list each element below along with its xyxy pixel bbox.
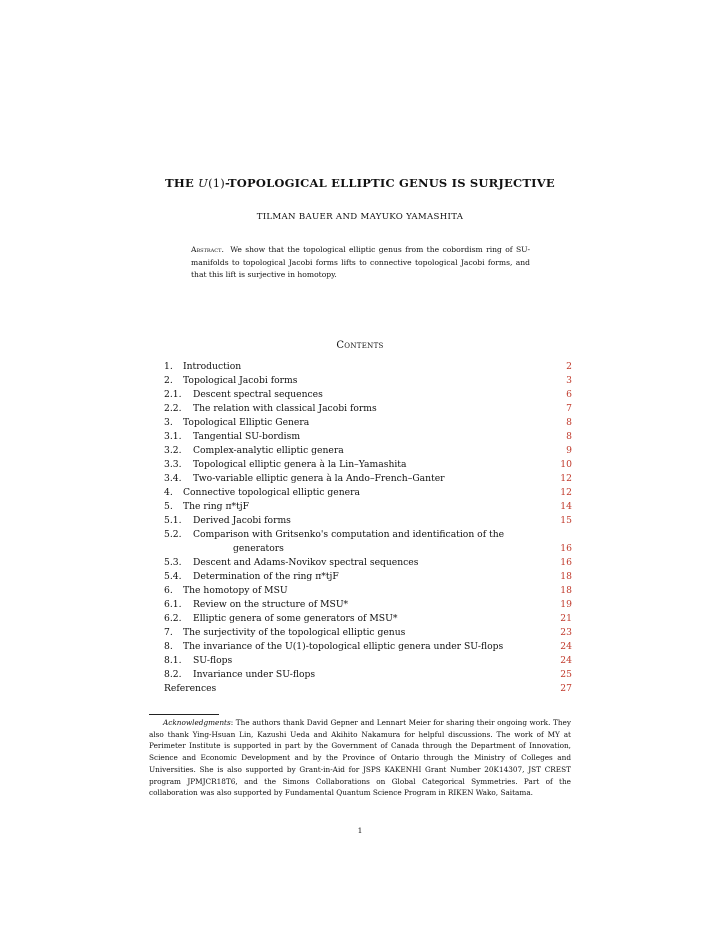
toc-number: 3.3. — [164, 459, 182, 470]
toc-label: The invariance of the U(1)-topological elliptic genera under SU-flops — [183, 641, 504, 652]
toc-label: Determination of the ring π*tjF — [193, 571, 339, 582]
toc-number: 5.2. — [164, 529, 182, 540]
toc-number: 8. — [164, 641, 173, 652]
toc-page-link[interactable]: 19 — [560, 599, 572, 610]
toc-page-link[interactable]: 18 — [560, 585, 572, 596]
toc-page-link[interactable]: 27 — [560, 683, 572, 694]
toc-number: 2.1. — [164, 389, 182, 400]
toc-number: 3.2. — [164, 445, 182, 456]
toc-number: 8.2. — [164, 669, 182, 680]
toc-entry[interactable] — [164, 500, 572, 514]
toc-page-link[interactable]: 8 — [566, 431, 572, 442]
abstract — [191, 244, 530, 282]
toc-entry[interactable] — [164, 556, 572, 570]
toc-page-link[interactable]: 8 — [566, 417, 572, 428]
toc-entry[interactable] — [164, 612, 572, 626]
toc-label: Elliptic genera of some generators of MSU* — [193, 613, 398, 624]
acknowledgments — [149, 717, 571, 799]
toc-number: 1. — [164, 361, 173, 372]
toc-number: 3.4. — [164, 473, 182, 484]
footnote-rule — [149, 714, 219, 715]
toc-page-link[interactable]: 12 — [560, 473, 572, 484]
toc-entry[interactable] — [164, 486, 572, 500]
toc-label: Review on the structure of MSU* — [193, 599, 349, 610]
toc-number: 5.3. — [164, 557, 182, 568]
abstract-text: We show that the topological elliptic genus from the cobordism ring of SU-manifolds to topological Jacobi forms lifts to connective topological Jacobi forms, and that this lift is surjective in homotopy. — [191, 245, 531, 279]
page-number: 1 — [357, 826, 363, 835]
toc-page-link[interactable]: 24 — [560, 641, 572, 652]
toc-label: The ring π*tjF — [183, 501, 249, 512]
toc-page-link[interactable]: 2 — [566, 361, 572, 372]
toc-number: 5.4. — [164, 571, 182, 582]
toc-label: Topological Jacobi forms — [183, 375, 298, 386]
toc-label: Invariance under SU-flops — [193, 669, 316, 680]
toc-entry[interactable] — [164, 416, 572, 430]
toc-number: 6.1. — [164, 599, 182, 610]
toc-page-link[interactable]: 7 — [566, 403, 572, 414]
toc-page-link[interactable]: 25 — [560, 669, 572, 680]
toc-entry[interactable] — [164, 388, 572, 402]
paper-title — [0, 176, 720, 190]
toc-entry[interactable] — [164, 598, 572, 612]
toc-number: 6.2. — [164, 613, 182, 624]
toc-page-link[interactable]: 10 — [560, 459, 572, 470]
toc-entry[interactable] — [164, 682, 572, 696]
toc-label: Descent spectral sequences — [193, 389, 323, 400]
toc-entry[interactable] — [164, 626, 572, 640]
toc-entry[interactable] — [164, 402, 572, 416]
toc-entry[interactable] — [164, 640, 572, 654]
toc-entry[interactable] — [164, 360, 572, 374]
toc-label: Derived Jacobi forms — [193, 515, 291, 526]
toc-number: 3. — [164, 417, 173, 428]
toc-number: 8.1. — [164, 655, 182, 666]
toc-label: Introduction — [183, 361, 242, 372]
toc-label: The relation with classical Jacobi forms — [193, 403, 377, 414]
toc-entry[interactable] — [164, 430, 572, 444]
authors: TILMAN BAUER AND MAYUKO YAMASHITA — [256, 212, 464, 222]
toc-label-line: generators — [233, 543, 284, 554]
toc-number: 5. — [164, 501, 173, 512]
toc-entry[interactable] — [164, 472, 572, 486]
toc-page-link[interactable]: 12 — [560, 487, 572, 498]
acknowledgments-text: : The authors thank David Gepner and Lennart Meier for sharing their ongoing work. They also thank Ying-Hsuan Lin, Kazushi Ueda and Akihito Nakamura for helpful discussions. The work of MY at Perimeter Institute is supported in part by the Government of Canada through the Department of Innovation, Science and Economic Development and by the Province of Ontario through the Ministry of Colleges and Universities. She is also supported by Grant-in-Aid for JSPS KAKENHI Grant Number 20K14307, JST CREST program JPMJCR18T6, and the Simons Collaborations on Global Categorical Symmetries. Part of the collaboration was also supported by Fundamental Quantum Science Program in RIKEN Wako, Saitama. — [149, 718, 571, 798]
toc-page-link[interactable]: 6 — [566, 389, 572, 400]
table-of-contents — [164, 360, 572, 696]
toc-page-link[interactable]: 9 — [566, 445, 572, 456]
toc-label: Topological Elliptic Genera — [183, 417, 310, 428]
toc-label: The homotopy of MSU — [183, 585, 288, 596]
toc-entry[interactable] — [164, 444, 572, 458]
toc-entry[interactable] — [164, 514, 572, 528]
toc-label: Two-variable elliptic genera à la Ando–French–Ganter — [193, 473, 445, 484]
toc-page-link[interactable]: 24 — [560, 655, 572, 666]
title-part: (1) — [208, 176, 225, 190]
toc-label: Topological elliptic genera à la Lin–Yamashita — [193, 459, 407, 470]
toc-page-link[interactable]: 14 — [560, 501, 572, 512]
title-part: -TOPOLOGICAL ELLIPTIC GENUS IS SURJECTIVE — [224, 176, 555, 190]
toc-number: 2. — [164, 375, 173, 386]
abstract-heading: Abstract. — [191, 245, 224, 254]
toc-entry[interactable] — [164, 584, 572, 598]
toc-entry[interactable] — [164, 458, 572, 472]
toc-label: Tangential SU-bordism — [193, 431, 301, 442]
toc-label: The surjectivity of the topological elliptic genus — [183, 627, 406, 638]
toc-entry[interactable] — [164, 374, 572, 388]
toc-number: 5.1. — [164, 515, 182, 526]
toc-label — [193, 528, 553, 556]
toc-page-link[interactable]: 16 — [560, 543, 572, 554]
title-part: THE — [165, 176, 199, 190]
toc-entry[interactable] — [164, 528, 572, 556]
toc-number: 3.1. — [164, 431, 182, 442]
toc-page-link[interactable]: 23 — [560, 627, 572, 638]
toc-number: 7. — [164, 627, 173, 638]
toc-page-link[interactable]: 21 — [560, 613, 572, 624]
toc-entry[interactable] — [164, 654, 572, 668]
title-math: U — [198, 176, 209, 190]
toc-number: 2.2. — [164, 403, 182, 414]
toc-entry[interactable] — [164, 668, 572, 682]
contents-heading: Contents — [336, 340, 384, 351]
toc-page-link[interactable]: 18 — [560, 571, 572, 582]
toc-page-link[interactable]: 3 — [566, 375, 572, 386]
toc-number: 6. — [164, 585, 173, 596]
toc-label: SU-flops — [193, 655, 233, 666]
toc-page-link[interactable]: 15 — [560, 515, 572, 526]
toc-label-line: Comparison with Gritsenko's computation and identification of the — [193, 529, 505, 540]
toc-label: References — [164, 683, 217, 694]
toc-number: 4. — [164, 487, 173, 498]
acknowledgments-lead: Acknowledgments — [163, 718, 231, 727]
toc-page-link[interactable]: 16 — [560, 557, 572, 568]
toc-label: Connective topological elliptic genera — [183, 487, 360, 498]
toc-label: Descent and Adams-Novikov spectral sequences — [193, 557, 419, 568]
toc-label: Complex-analytic elliptic genera — [193, 445, 344, 456]
toc-entry[interactable] — [164, 570, 572, 584]
